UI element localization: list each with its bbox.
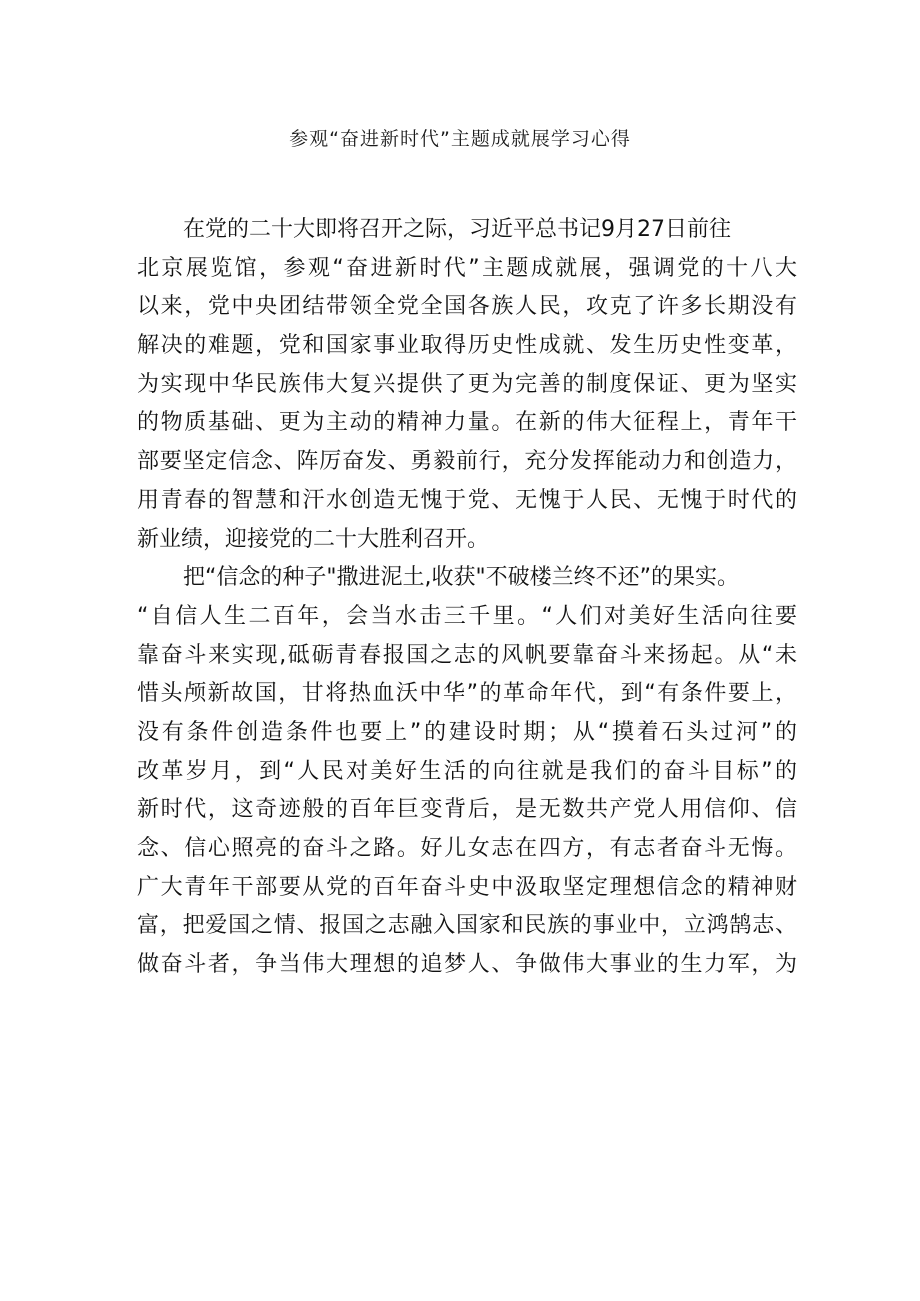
paragraph-2-line-10: 富，把爱国之情、报国之志融入国家和民族的事业中，立鸿鹄志、	[137, 913, 797, 939]
paragraph-2-line-3: 靠奋斗来实现,砥砺青春报国之志的风帆要靠奋斗来扬起。从“未	[137, 642, 797, 668]
document-title: 参观“奋进新时代”主题成就展学习心得	[289, 128, 631, 150]
paragraph-1-line-3: 以来，党中央团结带领全党全国各族人民，攻克了许多长期没有	[137, 294, 797, 320]
paragraph-1-line-5: 为实现中华民族伟大复兴提供了更为完善的制度保证、更为坚实	[137, 371, 797, 397]
paragraph-2-line-8: 念、信心照亮的奋斗之路。好儿女志在四方，有志者奋斗无悔。	[137, 836, 797, 861]
paragraph-1-line-8: 用青春的智慧和汗水创造无愧于党、无愧于人民、无愧于时代的	[137, 487, 797, 513]
paragraph-2-line-2: “自信人生二百年，会当水击三千里。“人们对美好生活向往要	[137, 603, 797, 629]
paragraph-2-line-11: 做奋斗者，争当伟大理想的追梦人、争做伟大事业的生力军，为	[137, 952, 797, 978]
paragraph-1-line-1: 在党的二十大即将召开之际，习近平总书记9月27日前往	[183, 217, 731, 242]
paragraph-2-line-5: 没有条件创造条件也要上”的建设时期；从“摸着石头过河”的	[137, 719, 797, 745]
paragraph-1-line-9: 新业绩，迎接党的二十大胜利召开。	[137, 526, 490, 552]
document-body	[137, 211, 797, 985]
paragraph-2-line-6: 改革岁月，到“人民对美好生活的向往就是我们的奋斗目标”的	[137, 758, 797, 784]
paragraph-1-line-4: 解决的难题，党和国家事业取得历史性成就、发生历史性变革，	[137, 333, 797, 359]
paragraph-2-line-9: 广大青年干部要从党的百年奋斗史中汲取坚定理想信念的精神财	[137, 874, 797, 900]
paragraph-1-line-2: 北京展览馆，参观“奋进新时代”主题成就展，强调党的十八大	[137, 255, 797, 281]
paragraph-2-line-7: 新时代，这奇迹般的百年巨变背后，是无数共产党人用信仰、信	[137, 797, 797, 823]
paragraph-1-line-6: 的物质基础、更为主动的精神力量。在新的伟大征程上，青年干	[137, 410, 797, 436]
paragraph-1-line-7: 部要坚定信念、阵厉奋发、勇毅前行，充分发挥能动力和创造力，	[137, 449, 797, 475]
paragraph-2-line-1: 把“信念的种子"撒进泥土,收获"不破楼兰终不还”的果实。	[183, 565, 740, 591]
paragraph-2-line-4: 惜头颅新故国，甘将热血沃中华”的革命年代，到“有条件要上，	[137, 681, 797, 707]
